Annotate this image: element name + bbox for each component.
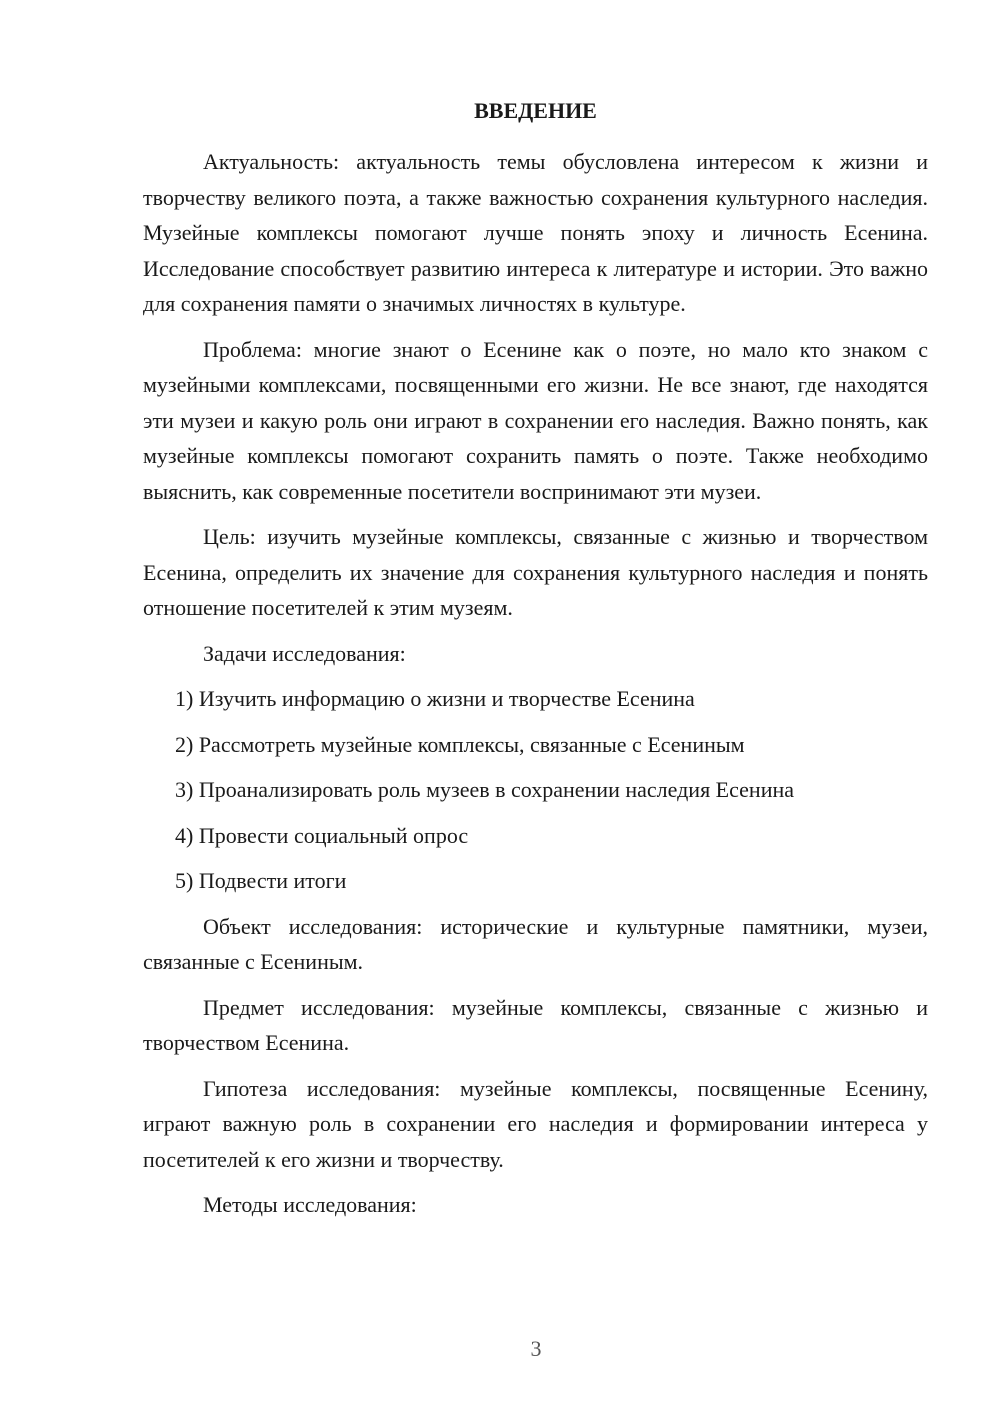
paragraph-relevance: Актуальность: актуальность темы обусловлена интересом к жизни и творчеству великого поэта, а также важностью сохранения культурного наследия. Музейные комплексы помогают лучше понять эпоху и личность Есенина. Исследование способствует развитию интереса к литературе и истории. Это важно для сохранения памяти о значимых личностях в культуре. — [143, 149, 928, 316]
paragraph-subject: Предмет исследования: музейные комплексы, связанные с жизнью и творчеством Есенина. — [143, 994, 928, 1055]
list-item: 4) Провести социальный опрос — [175, 822, 469, 848]
list-item: 3) Проанализировать роль музеев в сохранении наследия Есенина — [175, 777, 795, 802]
methods-heading: Методы исследования: — [203, 1192, 417, 1217]
paragraph-goal: Цель: изучить музейные комплексы, связанные с жизнью и творчеством Есенина, определить их значение для сохранения культурного наследия и понять отношение посетителей к этим музеям. — [143, 524, 928, 620]
list-item: 1) Изучить информацию о жизни и творчестве Есенина — [175, 686, 695, 711]
paragraph-hypothesis: Гипотеза исследования: музейные комплексы, посвященные Есенину, играют важную роль в сохранении его наследия и формировании интереса у посетителей к его жизни и творчеству. — [143, 1075, 928, 1172]
document-page — [143, 94, 928, 1233]
tasks-heading: Задачи исследования: — [203, 640, 406, 666]
list-item: 2) Рассмотреть музейные комплексы, связанные с Есениным — [175, 731, 745, 757]
section-title: ВВЕДЕНИЕ — [474, 98, 597, 123]
paragraph-object: Объект исследования: исторические и культурные памятники, музеи, связанные с Есениным. — [143, 913, 928, 974]
list-item: 5) Подвести итоги — [175, 868, 347, 893]
page-number: 3 — [530, 1336, 542, 1361]
paragraph-problem: Проблема: многие знают о Есенине как о поэте, но мало кто знаком с музейными комплексами, посвященными его жизни. Не все знают, где находятся эти музеи и какую роль они играют в сохранении его наследия. Важно понять, как музейные комплексы помогают сохранить память о поэте. Также необходимо выяснить, как современные посетители воспринимают эти музеи. — [143, 336, 928, 504]
tasks-list — [143, 681, 928, 899]
